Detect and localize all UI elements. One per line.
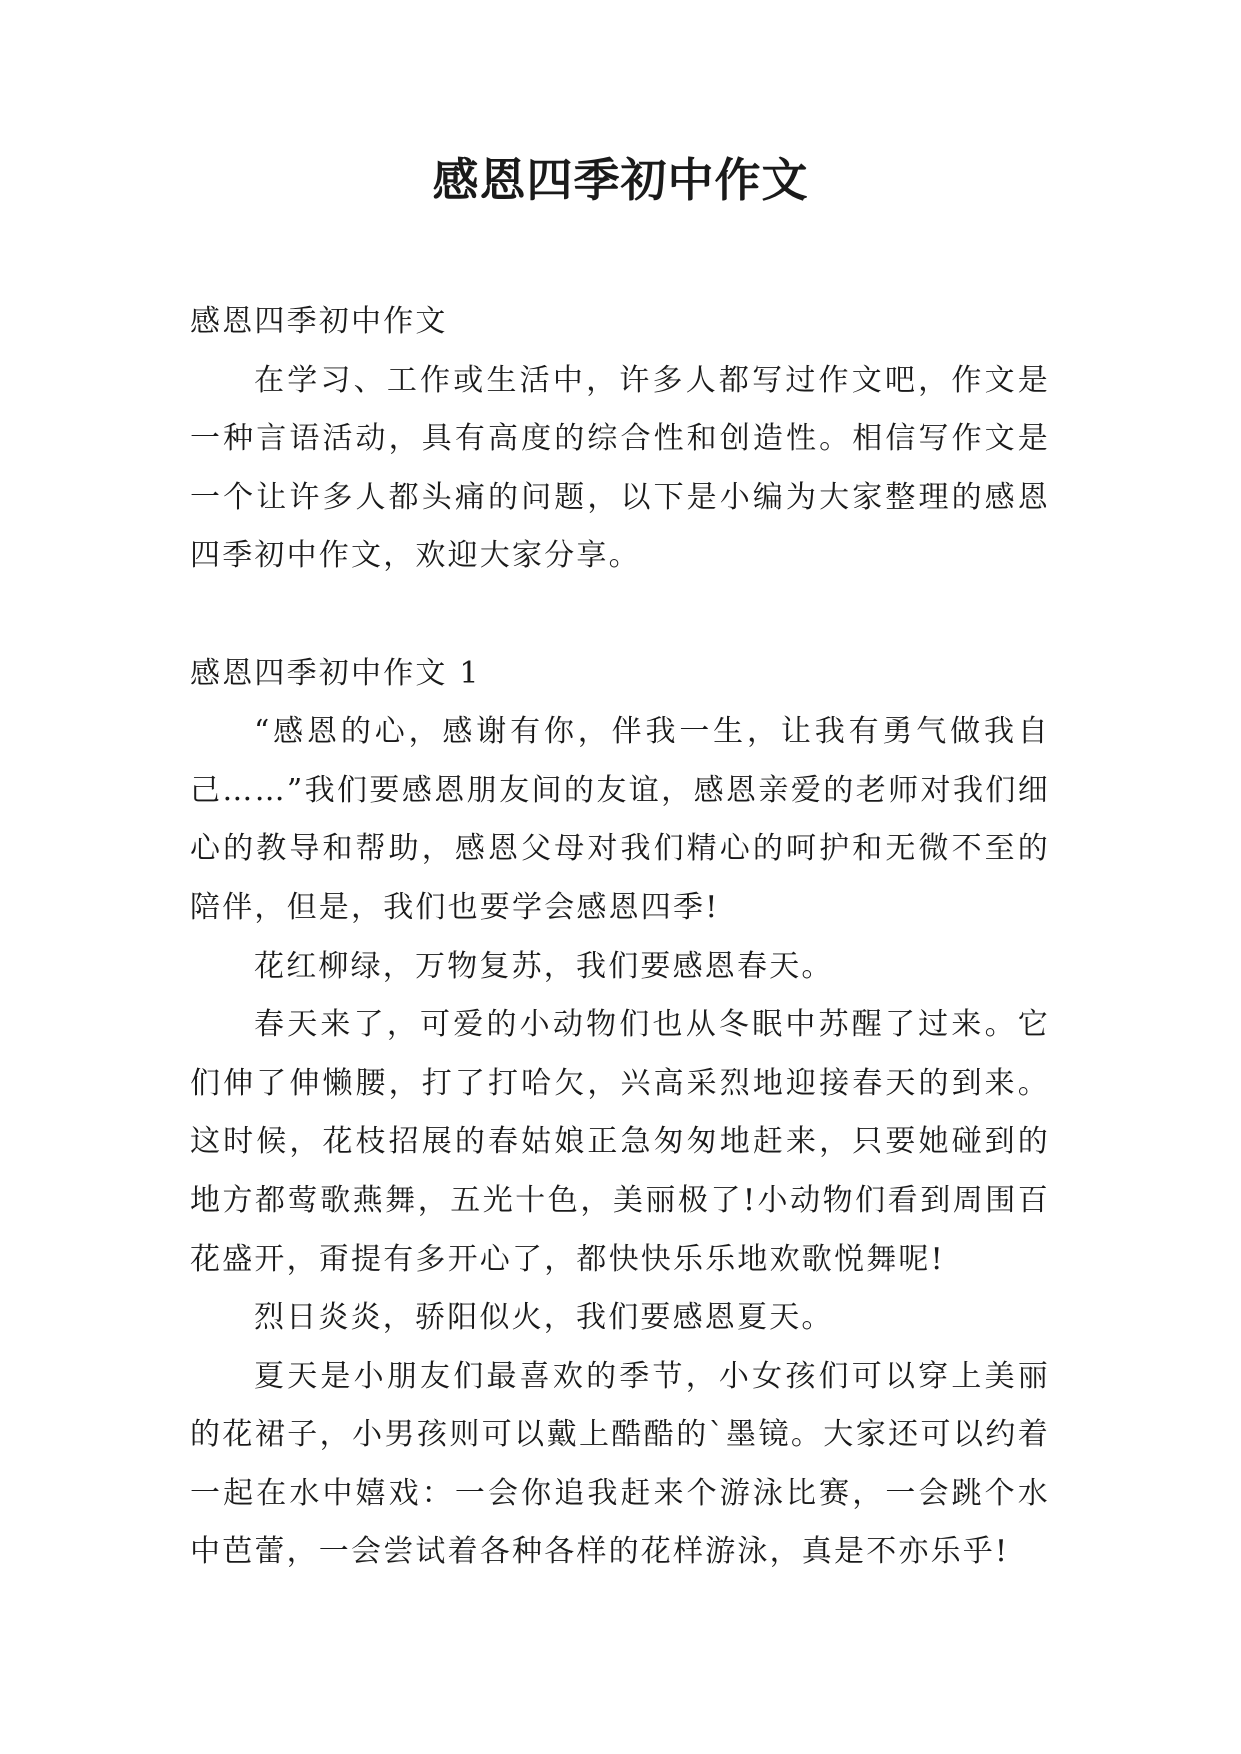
essay-1-paragraph: 春天来了，可爱的小动物们也从冬眠中苏醒了过来。它们伸了伸懒腰，打了打哈欠，兴高采烈地迎接春天的到来。这时候，花枝招展的春姑娘正急匆匆地赶来，只要她碰到的地方都莺歌燕舞，五光十色，美丽极了!小动物们看到周围百花盛开，甭提有多开心了，都快快乐乐地欢歌悦舞呢! bbox=[190, 1007, 1050, 1277]
document-body bbox=[190, 293, 1050, 1582]
essay-1-paragraph: 花红柳绿，万物复苏，我们要感恩春天。 bbox=[254, 948, 834, 984]
essay-1-heading: 感恩四季初中作文 1 bbox=[190, 655, 481, 691]
essay-1-paragraph: 夏天是小朋友们最喜欢的季节，小女孩们可以穿上美丽的花裙子，小男孩则可以戴上酷酷的`墨镜。大家还可以约着一起在水中嬉戏：一会你追我赶来个游泳比赛，一会跳个水中芭蕾，一会尝试着各种各样的花样游泳，真是不亦乐乎! bbox=[190, 1358, 1050, 1570]
intro-heading: 感恩四季初中作文 bbox=[190, 304, 448, 339]
essay-1-paragraph: “感恩的心，感谢有你，伴我一生，让我有勇气做我自己……”我们要感恩朋友间的友谊，感恩亲爱的老师对我们细心的教导和帮助，感恩父母对我们精心的呵护和无微不至的陪伴，但是，我们也要学会感恩四季! bbox=[190, 714, 1050, 925]
section-spacer bbox=[190, 586, 1050, 645]
essay-1-paragraph: 烈日炎炎，骄阳似火，我们要感恩夏天。 bbox=[254, 1300, 834, 1336]
intro-paragraph: 在学习、工作或生活中，许多人都写过作文吧，作文是一种言语活动，具有高度的综合性和创造性。相信写作文是一个让许多人都头痛的问题，以下是小编为大家整理的感恩四季初中作文，欢迎大家分享。 bbox=[190, 362, 1050, 574]
document-title: 感恩四季初中作文 bbox=[432, 153, 809, 207]
